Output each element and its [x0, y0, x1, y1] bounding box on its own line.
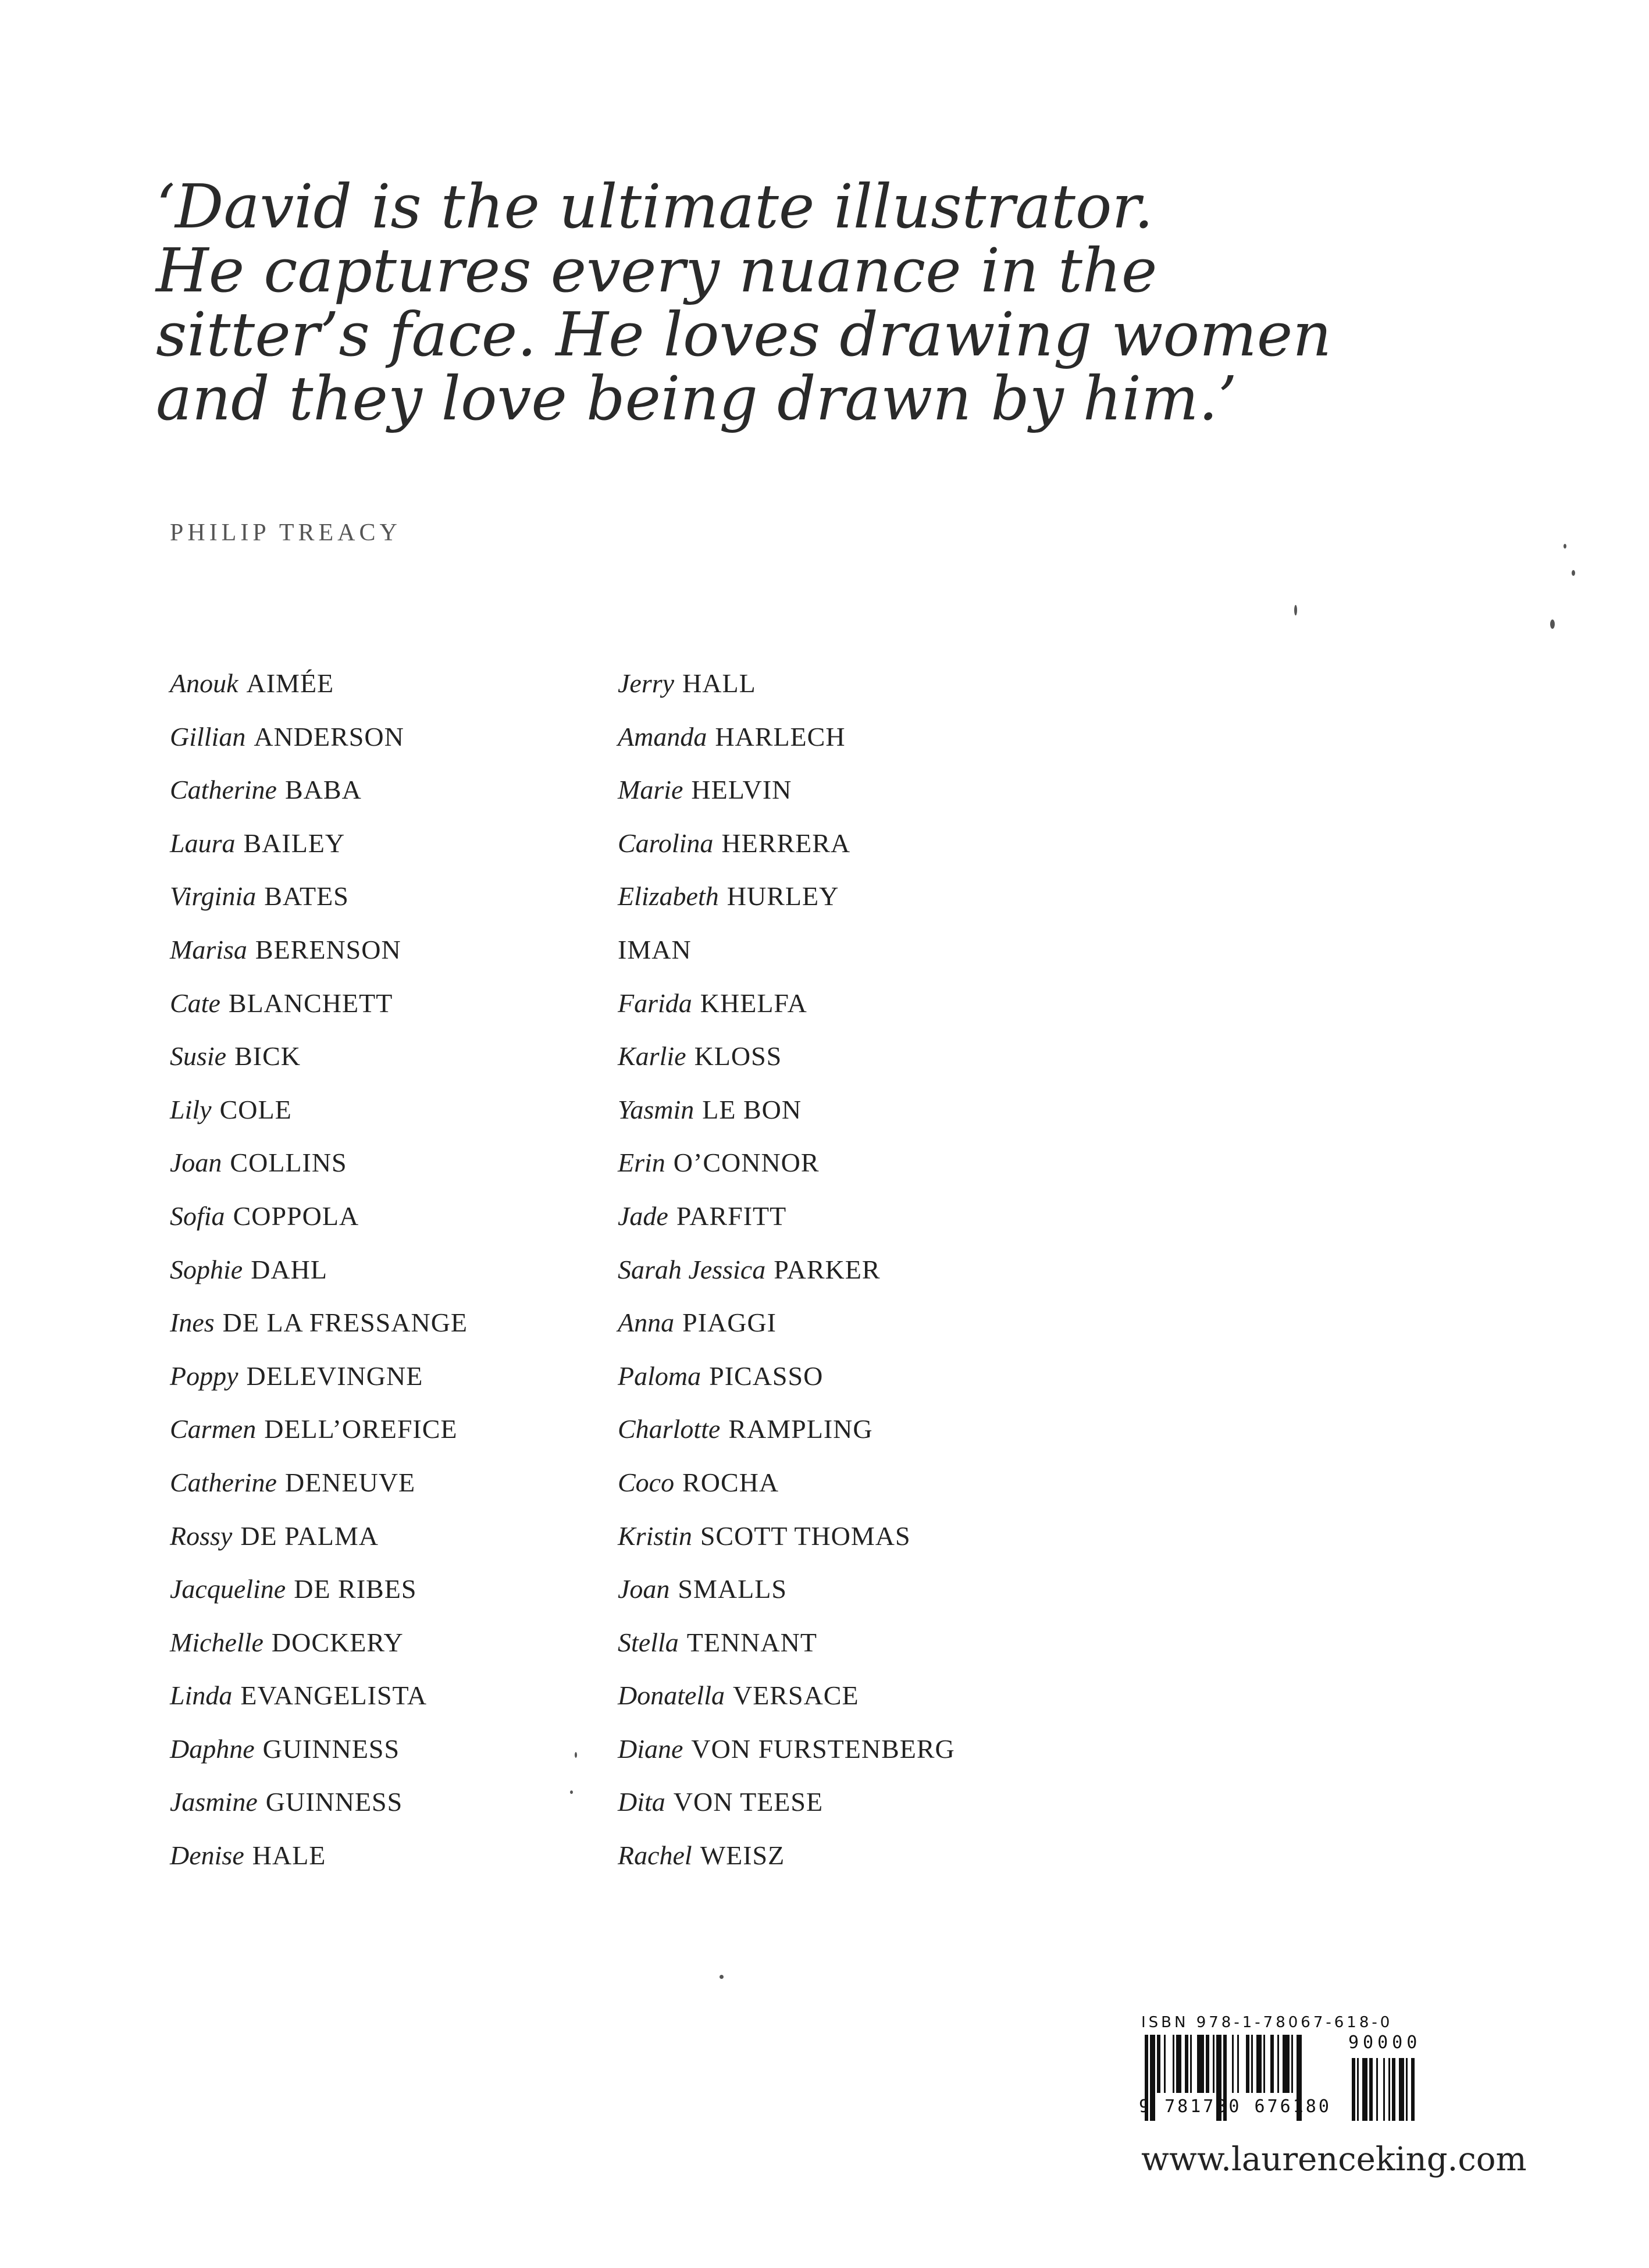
quote-line: sitter’s face. He loves drawing women	[156, 299, 1332, 370]
first-name: Ines	[170, 1308, 215, 1338]
name-entry	[170, 1092, 693, 1146]
first-name: Erin	[618, 1148, 665, 1178]
name-entry	[618, 1359, 1141, 1412]
quote	[156, 171, 1377, 434]
last-name: DE LA FRESSANGE	[222, 1308, 468, 1338]
first-name: Poppy	[170, 1361, 238, 1391]
first-name: Farida	[618, 988, 692, 1018]
first-name: Denise	[170, 1840, 244, 1871]
barcode-bar	[1283, 2035, 1290, 2093]
last-name: LE BON	[702, 1094, 802, 1124]
last-name: BLANCHETT	[228, 988, 393, 1018]
barcode-bar	[1197, 2035, 1204, 2093]
first-name: Linda	[170, 1680, 233, 1711]
first-name: Susie	[170, 1041, 227, 1071]
last-name: HALL	[682, 668, 756, 698]
first-name: Jerry	[618, 668, 675, 698]
scan-speck	[570, 1790, 573, 1794]
last-name: DELL’OREFICE	[264, 1414, 458, 1444]
name-entry	[618, 1092, 1141, 1146]
last-name: BERENSON	[255, 934, 401, 964]
last-name: ANDERSON	[254, 721, 404, 752]
name-entry	[170, 1625, 693, 1679]
first-name: Jacqueline	[170, 1574, 286, 1604]
barcode-bar	[1164, 2035, 1166, 2093]
name-entry	[618, 1039, 1141, 1092]
last-name: VON FURSTENBERG	[691, 1733, 955, 1764]
quote-line: He captures every nuance in the	[156, 235, 1157, 306]
first-name: Dita	[618, 1787, 665, 1817]
last-name: AIMÉE	[246, 668, 334, 698]
name-entry	[170, 1519, 693, 1572]
barcode-bar	[1246, 2035, 1249, 2093]
first-name: Marie	[618, 775, 683, 805]
last-name: COLE	[219, 1094, 292, 1124]
last-name: KLOSS	[694, 1041, 782, 1071]
last-name: HALE	[252, 1840, 326, 1871]
last-name: PARFITT	[676, 1201, 787, 1231]
last-name: BATES	[264, 881, 349, 912]
barcode-bar	[1206, 2035, 1209, 2093]
name-entry	[618, 772, 1141, 826]
first-name: Anouk	[170, 668, 238, 698]
first-name: Daphne	[170, 1733, 255, 1764]
barcode-addon-bar	[1388, 2058, 1390, 2121]
name-entry	[170, 1785, 693, 1838]
first-name: Catherine	[170, 1467, 277, 1497]
website-url: www.laurenceking.com	[1141, 2141, 1527, 2178]
first-name: Diane	[618, 1733, 683, 1764]
last-name: ROCHA	[682, 1467, 779, 1497]
name-entry	[618, 932, 1141, 986]
quote-attribution: PHILIP TREACY	[170, 519, 401, 546]
name-entry	[170, 666, 693, 720]
last-name: PARKER	[774, 1254, 881, 1284]
barcode-bar	[1256, 2035, 1262, 2093]
names-column-left	[170, 666, 693, 1892]
first-name: Coco	[618, 1467, 675, 1497]
first-name: Lily	[170, 1094, 212, 1124]
barcode-bar	[1232, 2035, 1234, 2093]
name-entry	[618, 879, 1141, 932]
last-name: BAILEY	[243, 828, 346, 858]
last-name: COPPOLA	[233, 1201, 359, 1231]
scan-speck	[720, 1975, 724, 1979]
name-entry	[618, 1838, 1141, 1892]
last-name: O’CONNOR	[673, 1148, 820, 1178]
last-name: RAMPLING	[728, 1414, 873, 1444]
first-name: Rossy	[170, 1521, 233, 1551]
name-entry	[170, 1145, 693, 1199]
barcode-digits: 9 781780 676180	[1139, 2096, 1331, 2117]
first-name: Charlotte	[618, 1414, 721, 1444]
first-name: Virginia	[170, 881, 257, 912]
first-name: Donatella	[618, 1680, 725, 1711]
quote-line: and they love being drawn by him.’	[156, 363, 1237, 434]
last-name: COLLINS	[230, 1148, 347, 1178]
name-entry	[618, 1785, 1141, 1838]
last-name: SMALLS	[678, 1574, 787, 1604]
last-name: DE PALMA	[240, 1521, 379, 1551]
barcode-addon-bar	[1376, 2058, 1378, 2121]
name-entry	[170, 1412, 693, 1465]
barcode-bar	[1291, 2035, 1293, 2093]
barcode-addon-bar	[1411, 2058, 1415, 2121]
scan-speck	[1563, 544, 1566, 549]
name-entry	[170, 826, 693, 880]
name-entry	[170, 1359, 693, 1412]
barcode-addon-bar	[1406, 2058, 1408, 2121]
first-name: Cate	[170, 988, 220, 1018]
last-name: IMAN	[618, 934, 692, 964]
barcode-bar	[1185, 2035, 1188, 2093]
last-name: GUINNESS	[262, 1733, 400, 1764]
name-entry	[618, 1199, 1141, 1252]
last-name: DAHL	[251, 1254, 327, 1284]
last-name: HELVIN	[691, 775, 792, 805]
barcode-bar	[1237, 2035, 1239, 2093]
name-entry	[618, 1625, 1141, 1679]
last-name: DENEUVE	[284, 1467, 416, 1497]
first-name: Joan	[170, 1148, 222, 1178]
last-name: VON TEESE	[673, 1787, 824, 1817]
barcode-bar	[1251, 2035, 1253, 2093]
last-name: DELEVINGNE	[246, 1361, 423, 1391]
barcode-bar	[1270, 2035, 1274, 2093]
name-entry	[170, 1199, 693, 1252]
first-name: Sofia	[170, 1201, 225, 1231]
first-name: Yasmin	[618, 1094, 694, 1124]
scan-speck	[1294, 605, 1297, 615]
first-name: Stella	[618, 1627, 679, 1657]
last-name: WEISZ	[700, 1840, 785, 1871]
last-name: VERSACE	[732, 1680, 859, 1711]
name-entry	[618, 986, 1141, 1039]
barcode-bar	[1173, 2035, 1174, 2093]
first-name: Joan	[618, 1574, 670, 1604]
first-name: Elizabeth	[618, 881, 719, 912]
name-entry	[170, 1732, 693, 1785]
name-entry	[170, 772, 693, 826]
first-name: Carmen	[170, 1414, 257, 1444]
first-name: Paloma	[618, 1361, 701, 1391]
name-entry	[618, 720, 1141, 773]
name-entry	[170, 1465, 693, 1519]
name-entry	[618, 1252, 1141, 1306]
name-entry	[170, 1305, 693, 1359]
name-entry	[170, 720, 693, 773]
barcode-addon-bar	[1352, 2058, 1355, 2121]
first-name: Marisa	[170, 934, 247, 964]
last-name: EVANGELISTA	[240, 1680, 428, 1711]
name-entry	[170, 1838, 693, 1892]
last-name: TENNANT	[686, 1627, 817, 1657]
first-name: Gillian	[170, 721, 246, 752]
name-entry	[170, 1678, 693, 1732]
name-entry	[170, 986, 693, 1039]
first-name: Laura	[170, 828, 236, 858]
barcode-addon-bar	[1357, 2058, 1359, 2121]
name-entry	[618, 1412, 1141, 1465]
name-entry	[618, 1305, 1141, 1359]
barcode-addon-digits: 90000	[1348, 2032, 1422, 2053]
name-entry	[618, 1465, 1141, 1519]
quote-line: ‘David is the ultimate illustrator.	[156, 171, 1153, 242]
last-name: HARLECH	[715, 721, 846, 752]
name-entry	[170, 1572, 693, 1625]
barcode-addon-bar	[1369, 2058, 1373, 2121]
last-name: PIAGGI	[682, 1308, 777, 1338]
name-entry	[618, 1678, 1141, 1732]
first-name: Sarah Jessica	[618, 1254, 766, 1284]
first-name: Catherine	[170, 775, 277, 805]
barcode-bar	[1213, 2035, 1215, 2093]
isbn-label: ISBN 978-1-78067-618-0	[1141, 2014, 1393, 2031]
barcode-bar	[1263, 2035, 1265, 2093]
last-name: BICK	[234, 1041, 301, 1071]
barcode-addon-bar	[1362, 2058, 1367, 2121]
name-entry	[618, 1732, 1141, 1785]
name-entry	[618, 1145, 1141, 1199]
scan-speck	[1550, 619, 1555, 629]
last-name: BABA	[284, 775, 362, 805]
name-entry	[170, 879, 693, 932]
first-name: Rachel	[618, 1840, 692, 1871]
last-name: HERRERA	[721, 828, 851, 858]
scan-speck	[575, 1752, 577, 1758]
name-entry	[170, 1252, 693, 1306]
last-name: GUINNESS	[265, 1787, 403, 1817]
name-entry	[618, 1572, 1141, 1625]
barcode-addon-bar	[1399, 2058, 1404, 2121]
barcode-addon-bar	[1383, 2058, 1385, 2121]
first-name: Michelle	[170, 1627, 263, 1657]
names-column-right	[618, 666, 1141, 1892]
first-name: Anna	[618, 1308, 675, 1338]
last-name: HURLEY	[726, 881, 839, 912]
name-entry	[618, 666, 1141, 720]
first-name: Amanda	[618, 721, 707, 752]
last-name: DE RIBES	[294, 1574, 417, 1604]
barcode-bar	[1157, 2035, 1160, 2093]
first-name: Carolina	[618, 828, 714, 858]
barcode-bar	[1277, 2035, 1279, 2093]
last-name: PICASSO	[709, 1361, 824, 1391]
first-name: Karlie	[618, 1041, 686, 1071]
barcode-bar	[1176, 2035, 1181, 2093]
last-name: DOCKERY	[271, 1627, 404, 1657]
scan-speck	[1572, 570, 1575, 576]
first-name: Kristin	[618, 1521, 692, 1551]
barcode-addon-bar	[1392, 2058, 1395, 2121]
last-name: SCOTT THOMAS	[700, 1521, 911, 1551]
last-name: KHELFA	[700, 988, 807, 1018]
first-name: Jade	[618, 1201, 668, 1231]
name-entry	[170, 932, 693, 986]
name-entry	[170, 1039, 693, 1092]
name-entry	[618, 1519, 1141, 1572]
first-name: Jasmine	[170, 1787, 258, 1817]
first-name: Sophie	[170, 1254, 243, 1284]
name-entry	[618, 826, 1141, 880]
barcode-bar	[1190, 2035, 1192, 2093]
